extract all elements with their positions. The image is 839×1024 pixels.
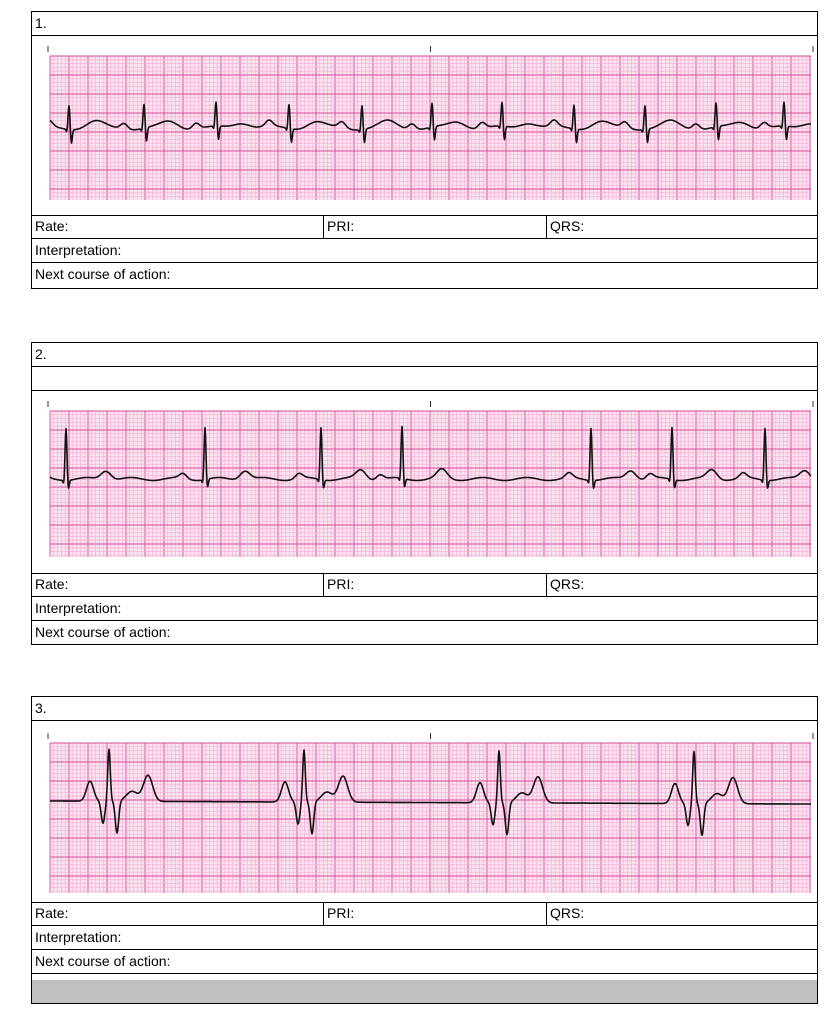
ecg-strip-graphic: [32, 36, 817, 214]
measurements-row: [32, 573, 817, 597]
interpretation-label: Interpretation:: [35, 242, 122, 258]
ecg-strip: [32, 391, 817, 574]
pri-field[interactable]: PRI:: [324, 215, 547, 238]
next-action-field[interactable]: [32, 621, 817, 644]
next-action-label: Next course of action:: [35, 953, 171, 969]
interpretation-field[interactable]: [32, 926, 817, 950]
next-action-label: Next course of action:: [35, 266, 171, 282]
strip-number: [32, 12, 817, 36]
qrs-field[interactable]: QRS:: [550, 905, 585, 921]
interpretation-field[interactable]: [32, 597, 817, 621]
next-action-field[interactable]: [32, 950, 817, 974]
next-action-field[interactable]: [32, 263, 817, 288]
ecg-strip: [32, 36, 817, 216]
ecg-strip: [32, 721, 817, 903]
footer-bar: [32, 980, 817, 1003]
ecg-worksheet-1: [31, 11, 818, 289]
interpretation-label: Interpretation:: [35, 600, 122, 616]
strip-number: [32, 697, 817, 721]
ecg-worksheet-2: [31, 342, 818, 645]
ecg-strip-graphic: [32, 391, 817, 572]
rate-field[interactable]: Rate:: [32, 215, 324, 238]
pri-field[interactable]: PRI:: [324, 573, 547, 596]
interpretation-field[interactable]: [32, 239, 817, 263]
ecg-worksheet-3: [31, 696, 818, 1004]
strip-number: [32, 343, 817, 367]
ecg-strip-graphic: [32, 721, 817, 901]
strip-number-label: 2.: [35, 346, 47, 362]
measurements-row: [32, 215, 817, 239]
pri-field[interactable]: PRI:: [324, 902, 547, 925]
measurements-row: [32, 902, 817, 926]
strip-number-label: 3.: [35, 700, 47, 716]
next-action-label: Next course of action:: [35, 624, 171, 640]
rate-field[interactable]: Rate:: [32, 902, 324, 925]
rate-field[interactable]: Rate:: [32, 573, 324, 596]
qrs-field[interactable]: QRS:: [550, 218, 585, 234]
strip-number-label: 1.: [35, 15, 47, 31]
interpretation-label: Interpretation:: [35, 929, 122, 945]
blank-row: [32, 367, 817, 391]
qrs-field[interactable]: QRS:: [550, 576, 585, 592]
